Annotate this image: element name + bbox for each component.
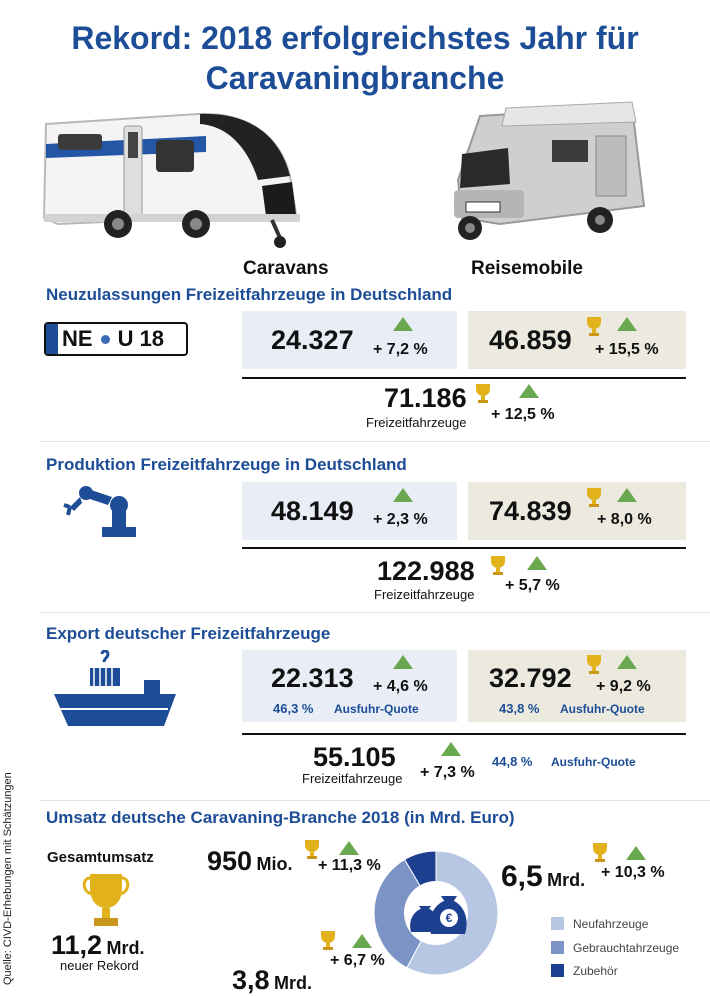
robot-arm-icon: [62, 483, 154, 541]
plate-left: NE: [62, 326, 93, 351]
trophy-icon: [318, 930, 338, 952]
page-title-line2: Caravaningbranche: [205, 60, 505, 96]
section-separator: [40, 441, 710, 442]
neuzulassungen-title: Neuzulassungen Freizeitfahrzeuge in Deutschland: [46, 285, 453, 304]
export-total-label: Freizeitfahrzeuge: [302, 771, 403, 786]
trophy-icon: [80, 872, 132, 930]
neuzulassungen-caravan-pct: + 7,2 %: [373, 341, 428, 358]
gesamtumsatz-unit: Mrd.: [106, 938, 145, 958]
produktion-total-pct: + 5,7 %: [505, 577, 560, 594]
produktion-motorhome-value: 74.839: [489, 496, 572, 526]
up-arrow-icon: [339, 841, 359, 855]
trophy-icon: [584, 487, 604, 509]
gesamtumsatz-label: Gesamtumsatz: [47, 849, 154, 866]
neuzulassungen-total-label: Freizeitfahrzeuge: [366, 415, 467, 430]
up-arrow-icon: [352, 934, 372, 948]
neu-value-row: [501, 860, 585, 894]
trophy-icon: [584, 316, 604, 338]
neuzulassungen-motorhome-value: 46.859: [489, 325, 572, 355]
produktion-caravan-value: 48.149: [271, 496, 354, 526]
legend-label-gebraucht: Gebrauchtahrzeuge: [573, 941, 680, 955]
caravans-label: Caravans: [243, 258, 329, 279]
gebraucht-value-row: [232, 965, 312, 996]
export-caravan-quote-value: 46,3 %: [273, 701, 314, 716]
up-arrow-icon: [617, 655, 637, 669]
legend-label-neufahrzeuge: Neufahrzeuge: [573, 917, 649, 931]
trophy-icon: [590, 842, 610, 864]
produktion-total-label: Freizeitfahrzeuge: [374, 587, 475, 602]
export-total-pct: + 7,3 %: [420, 764, 475, 781]
caravan-illustration: [18, 96, 308, 256]
neuzulassungen-caravan-value: 24.327: [271, 325, 354, 355]
legend-swatch-gebraucht: [551, 941, 564, 954]
cargo-ship-icon: [50, 650, 178, 730]
gesamtumsatz-value: 11,2: [51, 930, 103, 960]
produktion-caravan-pct: + 2,3 %: [373, 511, 428, 528]
produktion-total-value: 122.988: [377, 556, 475, 586]
up-arrow-icon: [519, 384, 539, 398]
up-arrow-icon: [393, 488, 413, 502]
plate-right: U 18: [117, 326, 165, 351]
export-motorhome-quote-label: Ausfuhr-Quote: [560, 702, 645, 716]
export-caravan-pct: + 4,6 %: [373, 678, 428, 695]
export-total-quote-value: 44,8 %: [492, 754, 533, 769]
up-arrow-icon: [527, 556, 547, 570]
eu-strip: [46, 324, 58, 354]
gebraucht-value: 3,8: [232, 965, 270, 995]
up-arrow-icon: [393, 317, 413, 331]
trophy-icon: [584, 654, 604, 676]
legend-label-zubehoer: Zubehör: [573, 964, 618, 978]
up-arrow-icon: [617, 317, 637, 331]
export-motorhome-quote-value: 43,8 %: [499, 701, 540, 716]
neuzulassungen-total-value: 71.186: [384, 383, 467, 413]
section-separator: [40, 612, 710, 613]
export-caravan-value: 22.313: [271, 663, 354, 693]
export-total-value: 55.105: [313, 742, 396, 772]
trophy-icon: [488, 555, 508, 577]
produktion-divider: [242, 547, 686, 549]
export-motorhome-pct: + 9,2 %: [596, 678, 651, 695]
export-title: Export deutscher Freizeitfahrzeuge: [46, 624, 331, 643]
export-divider: [242, 733, 686, 735]
reisemobile-label: Reisemobile: [471, 258, 583, 279]
umsatz-donut-chart: [373, 850, 499, 976]
up-arrow-icon: [626, 846, 646, 860]
neu-value: 6,5: [501, 860, 543, 893]
neu-unit: Mrd.: [547, 870, 586, 890]
gesamtumsatz-note: neuer Rekord: [60, 958, 139, 973]
legend-swatch-zubehoer: [551, 964, 564, 977]
up-arrow-icon: [393, 655, 413, 669]
umsatz-title: Umsatz deutsche Caravaning-Branche 2018 (in Mrd. Euro): [46, 808, 515, 827]
produktion-motorhome-pct: + 8,0 %: [597, 511, 652, 528]
license-plate: [44, 322, 188, 356]
zubehoer-pct: + 11,3 %: [318, 857, 381, 874]
gebraucht-pct: + 6,7 %: [330, 952, 385, 969]
up-arrow-icon: [617, 488, 637, 502]
produktion-title: Produktion Freizeitfahrzeuge in Deutschland: [46, 455, 407, 474]
export-total-quote-label: Ausfuhr-Quote: [551, 755, 636, 769]
neuzulassungen-motorhome-pct: + 15,5 %: [595, 341, 659, 358]
page-title-line1: Rekord: 2018 erfolgreichstes Jahr für: [71, 20, 639, 56]
trophy-icon: [473, 383, 493, 405]
export-motorhome-value: 32.792: [489, 663, 572, 693]
zubehoer-unit: Mio.: [256, 854, 293, 874]
gesamtumsatz-value-row: [51, 930, 145, 961]
section-separator: [40, 800, 710, 801]
legend-swatch-neufahrzeuge: [551, 917, 564, 930]
euro-sign: €: [445, 911, 453, 925]
neuzulassungen-divider: [242, 377, 686, 379]
export-caravan-quote-label: Ausfuhr-Quote: [334, 702, 419, 716]
gebraucht-unit: Mrd.: [274, 973, 312, 993]
plate-seal-icon: [101, 335, 110, 344]
zubehoer-value-row: [207, 846, 293, 877]
source-note: Quelle: CIVD-Erhebungen mit Schätzungen: [2, 772, 14, 985]
neu-pct: + 10,3 %: [601, 864, 665, 881]
motorhome-illustration: [440, 96, 650, 256]
zubehoer-value: 950: [207, 846, 253, 876]
up-arrow-icon: [441, 742, 461, 756]
neuzulassungen-total-pct: + 12,5 %: [491, 406, 555, 423]
